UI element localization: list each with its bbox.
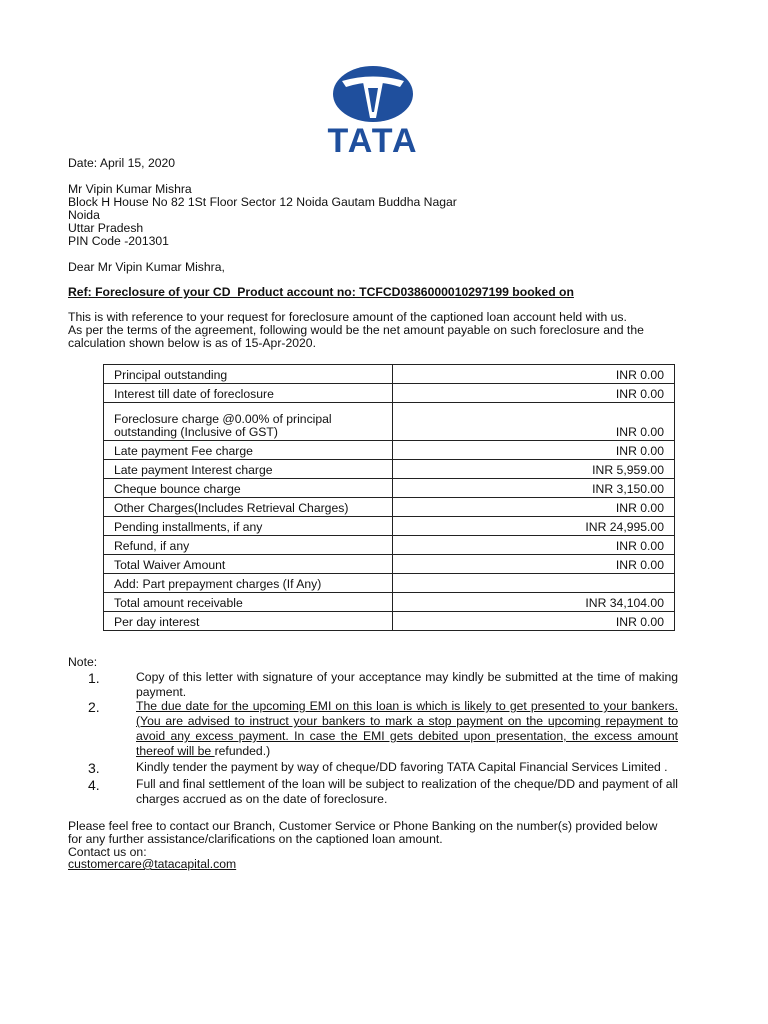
table-row bbox=[104, 403, 675, 441]
charge-value: INR 0.00 bbox=[392, 498, 674, 517]
note-text: Copy of this letter with signature of your acceptance may kindly be submitted at the time of making payment. bbox=[136, 670, 678, 699]
charge-value: INR 0.00 bbox=[392, 555, 674, 574]
address-pin: PIN Code -201301 bbox=[68, 234, 169, 248]
table-row bbox=[104, 574, 675, 593]
table-row bbox=[104, 365, 675, 384]
charge-value: INR 0.00 bbox=[392, 403, 674, 441]
charge-label: Interest till date of foreclosure bbox=[104, 384, 393, 403]
charge-label: Principal outstanding bbox=[104, 365, 393, 384]
letter-date: Date: April 15, 2020 bbox=[68, 156, 176, 170]
note-text: Full and final settlement of the loan will be subject to realization of the cheque/DD and payment of all charges accrued as on the date of foreclosure. bbox=[136, 777, 678, 806]
charge-label: Foreclosure charge @0.00% of principal outstanding (Inclusive of GST) bbox=[104, 403, 393, 441]
note-number: 4. bbox=[88, 777, 100, 793]
tata-emblem-icon bbox=[320, 62, 426, 124]
table-row bbox=[104, 498, 675, 517]
closing-line-3: Contact us on: bbox=[68, 845, 147, 859]
charge-value bbox=[392, 574, 674, 593]
reference-line: Ref: Foreclosure of your CD_Product account no: TCFCD0386000010297199 booked on bbox=[68, 285, 574, 299]
charge-label: Refund, if any bbox=[104, 536, 393, 555]
closing-line-2: for any further assistance/clarifications on the captioned loan amount. bbox=[68, 832, 443, 846]
charge-label: Total amount receivable bbox=[104, 593, 393, 612]
note-text: Kindly tender the payment by way of cheque/DD favoring TATA Capital Financial Services Limited . bbox=[136, 760, 668, 774]
table-row bbox=[104, 555, 675, 574]
note-text bbox=[136, 699, 678, 759]
charge-label: Late payment Interest charge bbox=[104, 460, 393, 479]
intro-line-2: As per the terms of the agreement, following would be the net amount payable on such foreclosure and the bbox=[68, 323, 644, 337]
note-number: 2. bbox=[88, 699, 100, 715]
table-row bbox=[104, 441, 675, 460]
charge-value: INR 24,995.00 bbox=[392, 517, 674, 536]
charge-value: INR 0.00 bbox=[392, 365, 674, 384]
note-text-underlined: The due date for the upcoming EMI on this loan is which is likely to get presented to your bankers. (You are advised to instruct your bankers to mark a stop payment on the upcoming repayment to avoid any excess payment. In case the EMI gets debited upon presentation, the excess amount thereof will be bbox=[136, 699, 678, 758]
notes-heading: Note: bbox=[68, 655, 98, 669]
charge-value: INR 0.00 bbox=[392, 384, 674, 403]
charge-label: Total Waiver Amount bbox=[104, 555, 393, 574]
intro-line-3: calculation shown below is as of 15-Apr-2020. bbox=[68, 336, 316, 350]
address-city: Noida bbox=[68, 208, 100, 222]
charge-label: Cheque bounce charge bbox=[104, 479, 393, 498]
contact-email-link[interactable]: customercare@tatacapital.com bbox=[68, 857, 237, 871]
charge-label: Pending installments, if any bbox=[104, 517, 393, 536]
table-row bbox=[104, 479, 675, 498]
note-text-tail: refunded.) bbox=[214, 744, 271, 758]
table-row bbox=[104, 460, 675, 479]
closing-line-1: Please feel free to contact our Branch, Customer Service or Phone Banking on the number(s) provided below bbox=[68, 819, 658, 833]
address-name: Mr Vipin Kumar Mishra bbox=[68, 182, 192, 196]
address-state: Uttar Pradesh bbox=[68, 221, 144, 235]
charge-label: Add: Part prepayment charges (If Any) bbox=[104, 574, 393, 593]
logo-wordmark: TATA bbox=[327, 122, 419, 160]
address-line-1: Block H House No 82 1St Floor Sector 12 Noida Gautam Buddha Nagar bbox=[68, 195, 457, 209]
intro-line-1: This is with reference to your request for foreclosure amount of the captioned loan account held with us. bbox=[68, 310, 627, 324]
table-row bbox=[104, 536, 675, 555]
charge-value: INR 0.00 bbox=[392, 536, 674, 555]
table-row bbox=[104, 517, 675, 536]
note-number: 1. bbox=[88, 670, 100, 686]
foreclosure-charges-table bbox=[103, 364, 675, 631]
note-number: 3. bbox=[88, 760, 100, 776]
contact-email-wrap bbox=[68, 858, 236, 871]
table-row bbox=[104, 612, 675, 631]
charge-value: INR 0.00 bbox=[392, 441, 674, 460]
charge-label: Late payment Fee charge bbox=[104, 441, 393, 460]
charge-value: INR 0.00 bbox=[392, 612, 674, 631]
tata-logo bbox=[320, 62, 426, 160]
charge-value: INR 34,104.00 bbox=[392, 593, 674, 612]
charge-label: Other Charges(Includes Retrieval Charges) bbox=[104, 498, 393, 517]
charge-value: INR 5,959.00 bbox=[392, 460, 674, 479]
charge-value: INR 3,150.00 bbox=[392, 479, 674, 498]
charge-label: Per day interest bbox=[104, 612, 393, 631]
table-row bbox=[104, 384, 675, 403]
salutation: Dear Mr Vipin Kumar Mishra, bbox=[68, 260, 225, 274]
table-row bbox=[104, 593, 675, 612]
